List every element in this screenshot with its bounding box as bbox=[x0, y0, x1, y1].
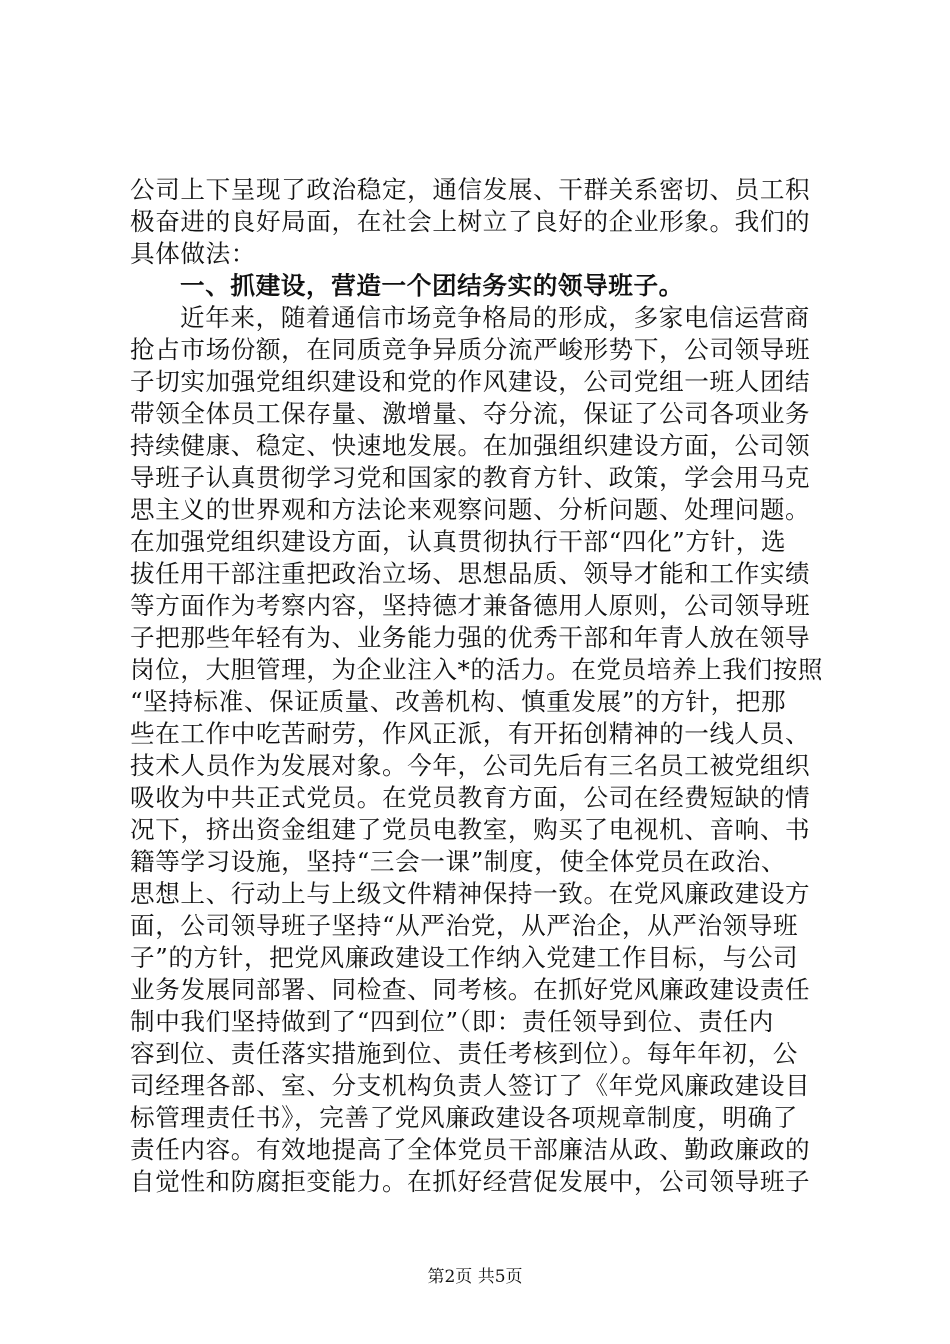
paragraph-line: 容到位、责任落实措施到位、责任考核到位）。每年年初，公 bbox=[130, 1039, 798, 1068]
paragraph-line: 况下，挤出资金组建了党员电教室，购买了电视机、音响、书 bbox=[130, 815, 811, 844]
page-number: 第2页 共5页 bbox=[427, 1267, 523, 1287]
paragraph-line: 子切实加强党组织建设和党的作风建设，公司党组一班人团结 bbox=[130, 367, 811, 396]
paragraph-line: 持续健康、稳定、快速地发展。在加强组织建设方面，公司领 bbox=[130, 431, 811, 460]
paragraph-line: 司经理各部、室、分支机构负责人签订了《年党风廉政建设目 bbox=[130, 1071, 811, 1100]
paragraph-line: 业务发展同部署、同检查、同考核。在抓好党风廉政建设责任 bbox=[130, 975, 811, 1004]
paragraph-line: 自觉性和防腐拒变能力。在抓好经营促发展中，公司领导班子 bbox=[130, 1167, 811, 1196]
paragraph-line: 责任内容。有效地提高了全体党员干部廉洁从政、勤政廉政的 bbox=[130, 1135, 811, 1164]
paragraph-line: 思想上、行动上与上级文件精神保持一致。在党风廉政建设方 bbox=[130, 879, 811, 908]
paragraph-line: 子”的方针，把党风廉政建设工作纳入党建工作目标，与公司 bbox=[130, 943, 799, 972]
paragraph-line: 具体做法： bbox=[130, 239, 256, 268]
paragraph-line: 带领全体员工保存量、激增量、夺分流，保证了公司各项业务 bbox=[130, 399, 811, 428]
paragraph-line: 技术人员作为发展对象。今年，公司先后有三名员工被党组织 bbox=[130, 751, 811, 780]
paragraph-line: 籍等学习设施，坚持“三会一课”制度，使全体党员在政治、 bbox=[130, 847, 787, 876]
paragraph-line: 标管理责任书》，完善了党风廉政建设各项规章制度，明确了 bbox=[130, 1103, 798, 1132]
paragraph-line: 制中我们坚持做到了“四到位”（即：责任领导到位、责任内 bbox=[130, 1007, 774, 1036]
paragraph-line: 子把那些年轻有为、业务能力强的优秀干部和年青人放在领导 bbox=[130, 623, 811, 652]
paragraph-line: 在加强党组织建设方面，认真贯彻执行干部“四化”方针，选 bbox=[130, 527, 787, 556]
paragraph-line: 些在工作中吃苦耐劳，作风正派，有开拓创精神的一线人员、 bbox=[130, 719, 811, 748]
paragraph-line: 思主义的世界观和方法论来观察问题、分析问题、处理问题。 bbox=[130, 495, 811, 524]
section-heading: 一、抓建设，营造一个团结务实的领导班子。 bbox=[180, 271, 684, 300]
body-text bbox=[130, 174, 830, 1198]
paragraph-line: 抢占市场份额，在同质竞争异质分流严峻形势下，公司领导班 bbox=[130, 335, 811, 364]
paragraph-line: 导班子认真贯彻学习党和国家的教育方针、政策，学会用马克 bbox=[130, 463, 811, 492]
paragraph-line: 公司上下呈现了政治稳定，通信发展、干群关系密切、员工积 bbox=[130, 175, 811, 204]
paragraph-line: 岗位，大胆管理，为企业注入*的活力。在党员培养上我们按照 bbox=[130, 655, 824, 684]
paragraph-line: 等方面作为考察内容，坚持德才兼备德用人原则，公司领导班 bbox=[130, 591, 811, 620]
paragraph-line: 极奋进的良好局面，在社会上树立了良好的企业形象。我们的 bbox=[130, 207, 811, 236]
paragraph-line: 拔任用干部注重把政治立场、思想品质、领导才能和工作实绩 bbox=[130, 559, 811, 588]
paragraph-line: 吸收为中共正式党员。在党员教育方面，公司在经费短缺的情 bbox=[130, 783, 811, 812]
paragraph-line: 面，公司领导班子坚持“从严治党，从严治企，从严治领导班 bbox=[130, 911, 799, 940]
paragraph-line: 近年来，随着通信市场竞争格局的形成，多家电信运营商 bbox=[180, 303, 810, 332]
paragraph-line: “坚持标准、保证质量、改善机构、慎重发展”的方针，把那 bbox=[130, 687, 787, 716]
